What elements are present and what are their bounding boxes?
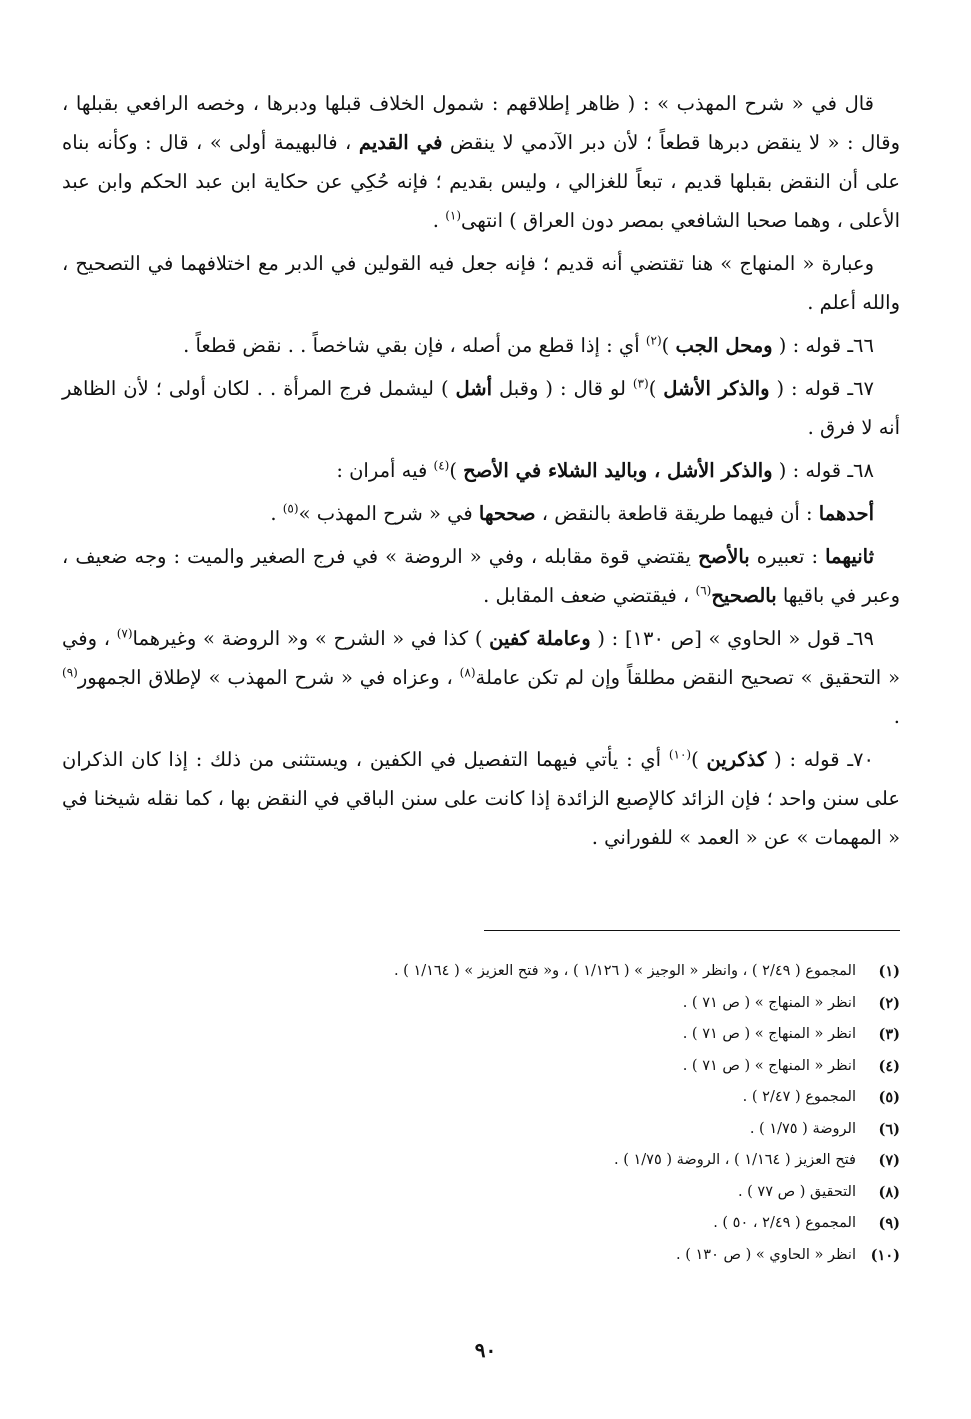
- paragraph: [62, 84, 900, 240]
- text-run: ٦٦ـ قوله : (: [772, 334, 874, 357]
- footnote-separator: [484, 930, 900, 931]
- footnote-text: انظر « الحاوي » ( ص ١٣٠ ) .: [676, 1246, 856, 1263]
- footnote-text: الروضة ( ١/٧٥ ) .: [749, 1120, 856, 1137]
- text-run: قال في « شرح المهذب » : ( ظاهر إطلاقهم : شمول الخلاف قبلها ودبرها ، وخصه الرافعي بقبلها ، وقال : « لا ينقض دبرها قطعاً ؛ لأن دبر الآدمي لا ينقض: [62, 92, 900, 154]
- text-run: وعبارة « المنهاج » هنا تقتضي أنه قديم ؛ فإنه جعل فيه القولين في الدبر مع اختلافهما في التصحيح ، والله أعلم .: [62, 252, 900, 314]
- text-run: ) ليشمل فرج المرأة . . لكان أولى ؛ لأن الظاهر أنه لا فرق .: [62, 377, 900, 439]
- footnote-ref[interactable]: (٦): [695, 583, 712, 598]
- footnote-number: (١): [878, 963, 900, 980]
- text-run: ): [691, 748, 707, 771]
- footnote-text: انظر « المنهاج » ( ص ٧١ ) .: [682, 1026, 856, 1042]
- footnote-number: (٤): [878, 1057, 900, 1075]
- paragraph: [62, 451, 900, 490]
- footnote: [280, 1051, 900, 1083]
- text-run: .: [432, 209, 446, 232]
- text-run: ، فيقتضي ضعف المقابل .: [483, 584, 696, 607]
- footnote-text: المجموع ( ٢/٤٩ ) ، وانظر « الوجيز » ( ١/١٢٦ ) ، و« فتح العزيز » ( ١/١٦٤ ) .: [393, 963, 856, 979]
- footnote: [280, 1019, 900, 1051]
- footnote-number: (٢): [878, 994, 900, 1012]
- bold-term: بالأصح: [698, 545, 750, 568]
- text-run: ) كذا في « الشرح » و« الروضة » وغيرهما: [132, 627, 490, 650]
- footnote: [280, 1240, 900, 1272]
- footnote-ref[interactable]: (٢): [645, 333, 662, 348]
- footnote: [280, 1208, 900, 1240]
- footnote-text: انظر « المنهاج » ( ص ٧١ ) .: [682, 994, 856, 1011]
- text-run: ٦٨ـ قوله : (: [772, 459, 874, 482]
- text-run: : أن فيهما طريقة قاطعة بالنقض ،: [535, 502, 819, 525]
- text-run: في « شرح المهذب »: [298, 502, 479, 525]
- bold-term: والذكر الأشل: [663, 377, 770, 400]
- paragraph: [62, 537, 900, 615]
- text-run: لو قال : ( وقبل: [492, 377, 633, 400]
- footnote: [280, 1082, 900, 1114]
- footnote: [280, 988, 900, 1020]
- text-run: ، وفي « التحقيق » تصحيح النقض مطلقاً وإن لم تكن عاملة: [62, 627, 900, 689]
- footnote: [280, 956, 900, 988]
- text-run: ٧٠ـ قوله : (: [766, 748, 874, 771]
- footnote-text: المجموع ( ٢/٤٧ ) .: [742, 1089, 856, 1105]
- footnote-ref[interactable]: (٤): [433, 458, 450, 473]
- footnote-ref[interactable]: (٣): [632, 376, 649, 391]
- footnotes: [280, 956, 900, 1271]
- paragraph: [62, 326, 900, 365]
- text-run: ، وعزاه في « شرح المهذب » لإطلاق الجمهور: [77, 666, 460, 689]
- text-run: يقتضي قوة مقابله ، وفي « الروضة » في فرج الصغير والميت : وجه ضعيف ، وعبر في باقيها: [62, 545, 900, 607]
- text-run: أي : إذا قطع من أصله ، فإن بقي شاخصاً . . نقض قطعاً .: [183, 334, 646, 357]
- footnote-ref[interactable]: (١): [445, 208, 462, 223]
- footnote-ref[interactable]: (٥): [282, 501, 299, 516]
- bold-term: أحدهما: [818, 502, 874, 525]
- text-run: .: [270, 502, 283, 525]
- paragraph: [62, 369, 900, 447]
- footnote-text: فتح العزيز ( ١/١٦٤ ) ، الروضة ( ١/٧٥ ) .: [614, 1152, 856, 1168]
- footnote-number: (٦): [878, 1120, 900, 1138]
- footnote-number: (١٠): [870, 1246, 900, 1264]
- bold-term: صححها: [478, 502, 536, 525]
- paragraph: [62, 740, 900, 857]
- text-run: : تعبيره: [749, 545, 826, 568]
- bold-term: والذكر الأشل ، وباليد الشلاء في الأصح: [463, 459, 773, 482]
- paragraph: [62, 244, 900, 322]
- footnote-number: (٨): [878, 1183, 900, 1201]
- bold-term: ثانيهما: [825, 545, 874, 568]
- text-run: ، فالبهيمة أولى » ، قال : وكأنه بناه على أن النقض بقبلها قديم ، تبعاً للغزالي ، وليس بقديم ؛ فإنه حُكِي عن حكاية ابن عبد الحكم وابن عبد الأعلى ، وهما صحبا الشافعي بمصر دون العراق ) انتهى: [62, 131, 900, 232]
- footnote-ref[interactable]: (٨): [459, 665, 476, 680]
- footnote-ref[interactable]: (١٠): [668, 747, 692, 762]
- bold-term: بالصحيح: [711, 584, 777, 607]
- text-run: ٦٩ـ قول « الحاوي » [ص ١٣٠] : (: [590, 627, 874, 650]
- footnote-number: (٩): [878, 1215, 900, 1232]
- text-run: ٦٧ـ قوله : (: [769, 377, 875, 400]
- bold-term: ومحل الجب: [675, 334, 773, 357]
- footnote-number: (٧): [878, 1152, 900, 1169]
- footnote-text: انظر « المنهاج » ( ص ٧١ ) .: [682, 1057, 856, 1074]
- footnote-text: التحقيق ( ص ٧٧ ) .: [737, 1183, 856, 1200]
- footnote-text: المجموع ( ٢/٤٩ ، ٥٠ ) .: [713, 1215, 856, 1231]
- text-run: فيه أمران :: [336, 459, 434, 482]
- page-number: ٩٠: [474, 1338, 497, 1362]
- footnote-ref[interactable]: (٧): [116, 626, 133, 641]
- footnote-ref[interactable]: (٩): [62, 665, 78, 680]
- bold-term: في القديم: [358, 131, 443, 154]
- paragraph: [62, 494, 900, 533]
- bold-term: أشل: [455, 377, 493, 400]
- footnote: [280, 1177, 900, 1209]
- footnote: [280, 1114, 900, 1146]
- footnote: [280, 1145, 900, 1177]
- bold-term: وعاملة كفين: [489, 627, 591, 650]
- footnote-number: (٣): [878, 1026, 900, 1043]
- text-run: أي : يأتي فيهما التفصيل في الكفين ، ويستثنى من ذلك : إذا كان الذكران على سنن واحد ؛ فإن الزائد كالإصبع الزائدة إذا كانت على سنن الباقي في النقض بها ، كما نقله شيخنا في « المهمات » عن « العمد » للفوراني .: [62, 748, 900, 849]
- text-run: .: [893, 705, 900, 728]
- main-text: [62, 84, 900, 857]
- text-run: ): [449, 459, 464, 482]
- text-run: ): [661, 334, 676, 357]
- paragraph: [62, 619, 900, 736]
- text-run: ): [648, 377, 664, 400]
- footnote-number: (٥): [878, 1089, 900, 1106]
- bold-term: كذكرين: [706, 748, 767, 771]
